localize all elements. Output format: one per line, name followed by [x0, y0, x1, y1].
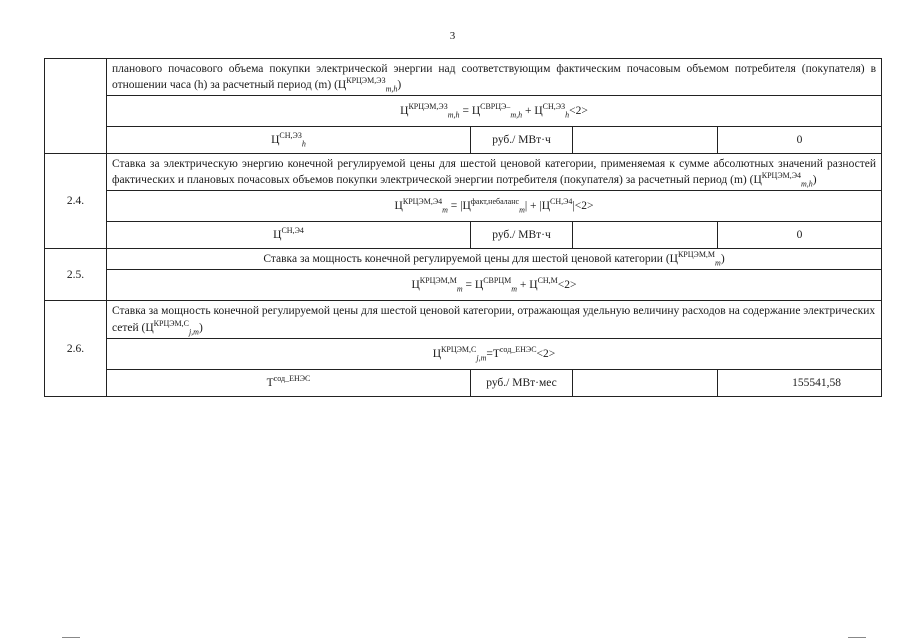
formula: $Ц^{КРЦЭМ,ЭЗ}_{m,h} = Ц^{СВРЦЭ-}_{m,h} + Ц^{СН,ЭЗ}_h<2>$	[107, 96, 882, 127]
parameter-name: $Ц^{СН,Э4}$	[107, 222, 471, 249]
table-row	[45, 59, 882, 96]
parameter-unit: руб./ МВт·ч	[471, 222, 573, 249]
table-row	[45, 249, 882, 270]
parameter-name: $Т^{сод\_ЕНЭС}$	[107, 369, 471, 396]
row-description: Ставка за электрическую энергию конечной регулируемой цены для шестой ценовой категории, применяемая к сумме абсолютных значений разностей фактических и плановых почасовых объемов покупки электрической энергии потребителя (покупателя) за расчетный период (m) $(Ц^{КРЦЭМ,Э4}_{m,h})$	[107, 154, 882, 191]
table-row	[45, 369, 882, 396]
table-row	[45, 338, 882, 369]
page-number: 3	[449, 30, 456, 42]
row-description: Ставка за мощность конечной регулируемой цены для шестой ценовой категории, отражающая удельную величину расходов на содержание электрических сетей $(Ц^{КРЦЭМ,С}_{j,m})$	[107, 301, 882, 338]
row-number: 2.5.	[45, 249, 107, 301]
row-number: 2.6.	[45, 301, 107, 396]
parameter-name: $Ц^{СН,ЭЗ}_h$	[107, 127, 471, 154]
formula: $Ц^{КРЦЭМ,С}_{j,m}=Т^{сод\_ЕНЭС}<2>$	[107, 338, 882, 369]
row-number	[45, 59, 107, 154]
row-number: 2.4.	[45, 154, 107, 249]
parameter-value: 0	[718, 222, 882, 249]
table-row	[45, 96, 882, 127]
table-row	[45, 222, 882, 249]
parameter-unit: руб./ МВт·ч	[471, 127, 573, 154]
table-row	[45, 301, 882, 338]
empty-cell	[573, 127, 718, 154]
row-description: Ставка за мощность конечной регулируемой цены для шестой ценовой категории $(Ц^{КРЦЭМ,М}_m)$	[107, 249, 882, 270]
parameter-unit: руб./ МВт·мес	[471, 369, 573, 396]
table-row	[45, 154, 882, 191]
table-row	[45, 270, 882, 301]
empty-cell	[573, 222, 718, 249]
scan-edge-mark	[62, 637, 80, 638]
empty-cell	[573, 369, 718, 396]
formula: $Ц^{КРЦЭМ,М}_m = Ц^{СВРЦМ}_m + Ц^{СН,М}<2>$	[107, 270, 882, 301]
table-row	[45, 127, 882, 154]
parameter-value: 0	[718, 127, 882, 154]
scan-edge-mark	[848, 637, 866, 638]
row-description: планового почасового объема покупки электрической энергии над соответствующим фактическим почасовым объемом потребителя (покупателя) в отношении часа (h) за расчетный период (m) $(Ц^{КРЦЭМ,ЭЗ}_{m,h})$	[107, 59, 882, 96]
table-row	[45, 191, 882, 222]
parameter-value: 155541,58	[718, 369, 882, 396]
formula: $Ц^{КРЦЭМ,Э4}_m = |Ц^{факт,небаланс}_m| + |Ц^{СН,Э4}|<2>$	[107, 191, 882, 222]
rates-table	[44, 58, 882, 397]
